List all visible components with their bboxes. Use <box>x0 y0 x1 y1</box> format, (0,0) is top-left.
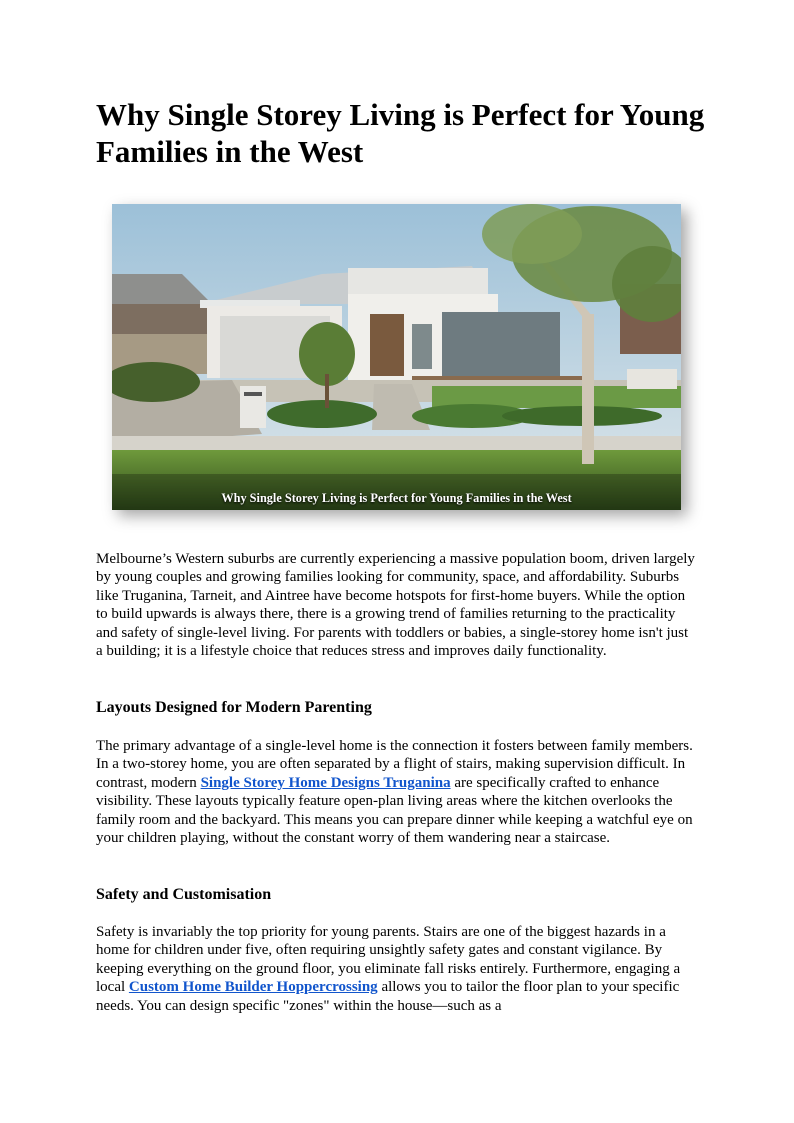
custom-home-builder-link[interactable]: Custom Home Builder Hoppercrossing <box>128 979 378 996</box>
safety-text-before: Safety is invariably the top priority for young parents. Stairs are one of the biggest hazards in a home for children under five, often requiring unsightly safety gates and constant vigilance. By keeping everything on the ground floor, you eliminate fall risks entirely. Furthermore, engaging a local <box>96 924 681 996</box>
image-caption: Why Single Storey Living is Perfect for Young Families in the West <box>221 491 572 505</box>
layouts-paragraph <box>96 737 696 847</box>
section-heading-safety: Safety and Customisation <box>96 886 272 903</box>
safety-paragraph <box>96 923 696 1015</box>
house-illustration <box>112 204 681 510</box>
intro-paragraph: Melbourne’s Western suburbs are currently experiencing a massive population boom, driven largely by young couples and growing families looking for community, space, and affordability. Suburbs like Truganina, Tarneit, and Aintree have become hotspots for first-home buyers. While the option to build upwards is always there, there is a growing trend of families returning to the practicality and safety of single-level living. For parents with toddlers or babies, a single-storey home isn't just a building; it is a lifestyle choice that reduces stress and improves daily functionality. <box>96 551 695 660</box>
layouts-text-after: are specifically crafted to enhance visibility. These layouts typically feature open-plan living areas where the kitchen overlooks the family room and the backyard. This means you can prepare dinner while keeping a watchful eye on your children playing, without the constant worry of them wandering near a staircase. <box>96 774 693 847</box>
page-title: Why Single Storey Living is Perfect for Young Families in the West <box>96 97 705 169</box>
single-storey-designs-link[interactable]: Single Storey Home Designs Truganina <box>200 774 451 791</box>
hero-image <box>112 204 681 510</box>
layouts-text-before: The primary advantage of a single-level home is the connection it fosters between family members. In a two-storey home, you are often separated by a flight of stairs, making supervision difficult. In contrast, modern <box>96 738 693 791</box>
safety-text-after: allows you to tailor the floor plan to your specific needs. You can design specific "zones" within the house—such as a <box>96 979 680 1014</box>
section-heading-layouts: Layouts Designed for Modern Parenting <box>96 699 372 716</box>
